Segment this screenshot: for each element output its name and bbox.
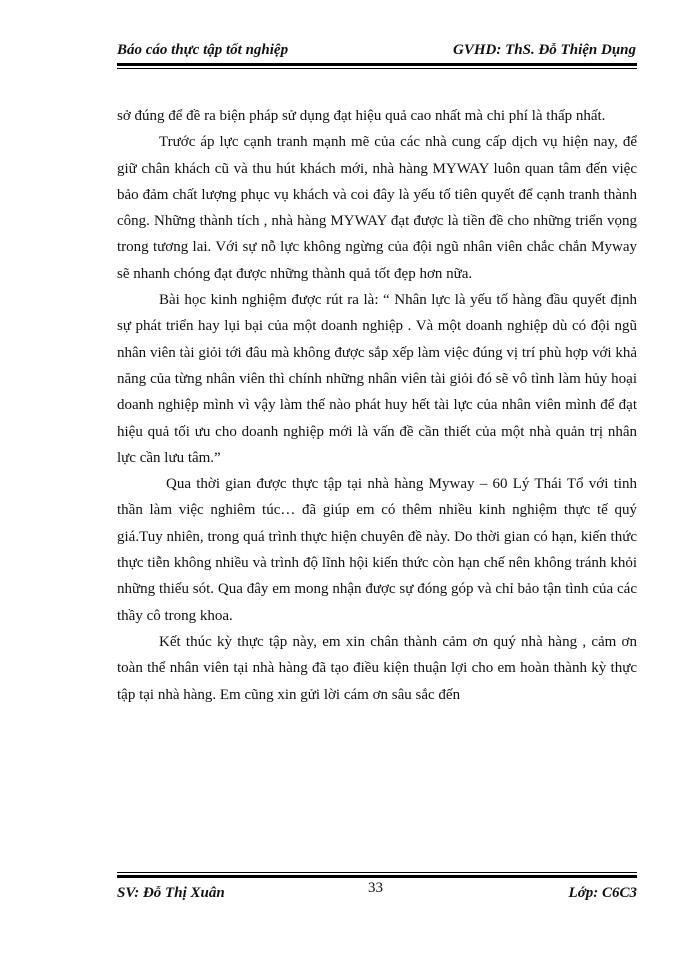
footer-class: Lớp: C6C3 bbox=[568, 885, 637, 901]
header-rule bbox=[117, 63, 637, 69]
page-footer bbox=[117, 879, 637, 903]
footer-rule bbox=[117, 872, 637, 878]
paragraph-competition: Trước áp lực cạnh tranh mạnh mẽ của các nhà cung cấp dịch vụ hiện nay, để giữ chân khách cũ và thu hút khách mới, nhà hàng MYWAY luôn quan tâm đến việc bảo đảm chất lượng phục vụ khách và coi đây là yếu tố tiên quyết để cạnh tranh thành công. Những thành tích , nhà hàng MYWAY đạt được là tiền đề cho những triển vọng trong tương lai. Với sự nỗ lực không ngừng của đội ngũ nhân viên chắc chắn Myway sẽ nhanh chóng đạt được những thành quả tốt đẹp hơn nữa. bbox=[117, 134, 637, 282]
paragraph-thanks: Kết thúc kỳ thực tập này, em xin chân thành cảm ơn quý nhà hàng , cảm ơn toàn thể nhân viên tại nhà hàng đã tạo điều kiện thuận lợi cho em hoàn thành kỳ thực tập tại nhà hàng. Em cũng xin gửi lời cám ơn sâu sắc đến bbox=[117, 633, 637, 703]
header-supervisor: GVHD: ThS. Đỗ Thiện Dụng bbox=[453, 42, 636, 58]
page-number: 33 bbox=[368, 880, 383, 896]
page-header bbox=[117, 40, 636, 64]
document-body bbox=[117, 103, 637, 708]
paragraph-continuation: sở đúng để đề ra biện pháp sử dụng đạt hiệu quả cao nhất mà chi phí là thấp nhất. bbox=[117, 108, 606, 124]
footer-student: SV: Đỗ Thị Xuân bbox=[117, 885, 225, 901]
header-report-title: Báo cáo thực tập tốt nghiệp bbox=[117, 42, 289, 58]
paragraph-internship: Qua thời gian được thực tập tại nhà hàng Myway – 60 Lý Thái Tổ với tinh thần làm việc nghiêm túc… đã giúp em có thêm nhiều kinh nghiệm thực tế quý giá.Tuy nhiên, trong quá trình thực hiện chuyên đề này. Do thời gian có hạn, kiến thức thực tiễn không nhiều và trình độ lĩnh hội kiến thức còn hạn chế nên không tránh khỏi những thiếu sót. Qua đây em mong nhận được sự đóng góp và chỉ bảo tận tình của các thầy cô trong khoa. bbox=[117, 476, 637, 624]
paragraph-lesson: Bài học kinh nghiệm được rút ra là: “ Nhân lực là yếu tố hàng đầu quyết định sự phát triển hay lụi bại của một doanh nghiệp . Và một doanh nghiệp dù có đội ngũ nhân viên tài giỏi tới đâu mà không được sắp xếp làm việc đúng vị trí phù hợp với khả năng của từng nhân viên thì chính những nhân viên tài giỏi đó sẽ vô tình làm hủy hoại doanh nghiệp mình vì vậy làm thế nào phát huy hết tài lực của nhân viên mình để đạt hiệu quả tối ưu cho doanh nghiệp mới là vấn đề cần thiết của một nhà quản trị nhân lực cần lưu tâm.” bbox=[117, 292, 637, 466]
